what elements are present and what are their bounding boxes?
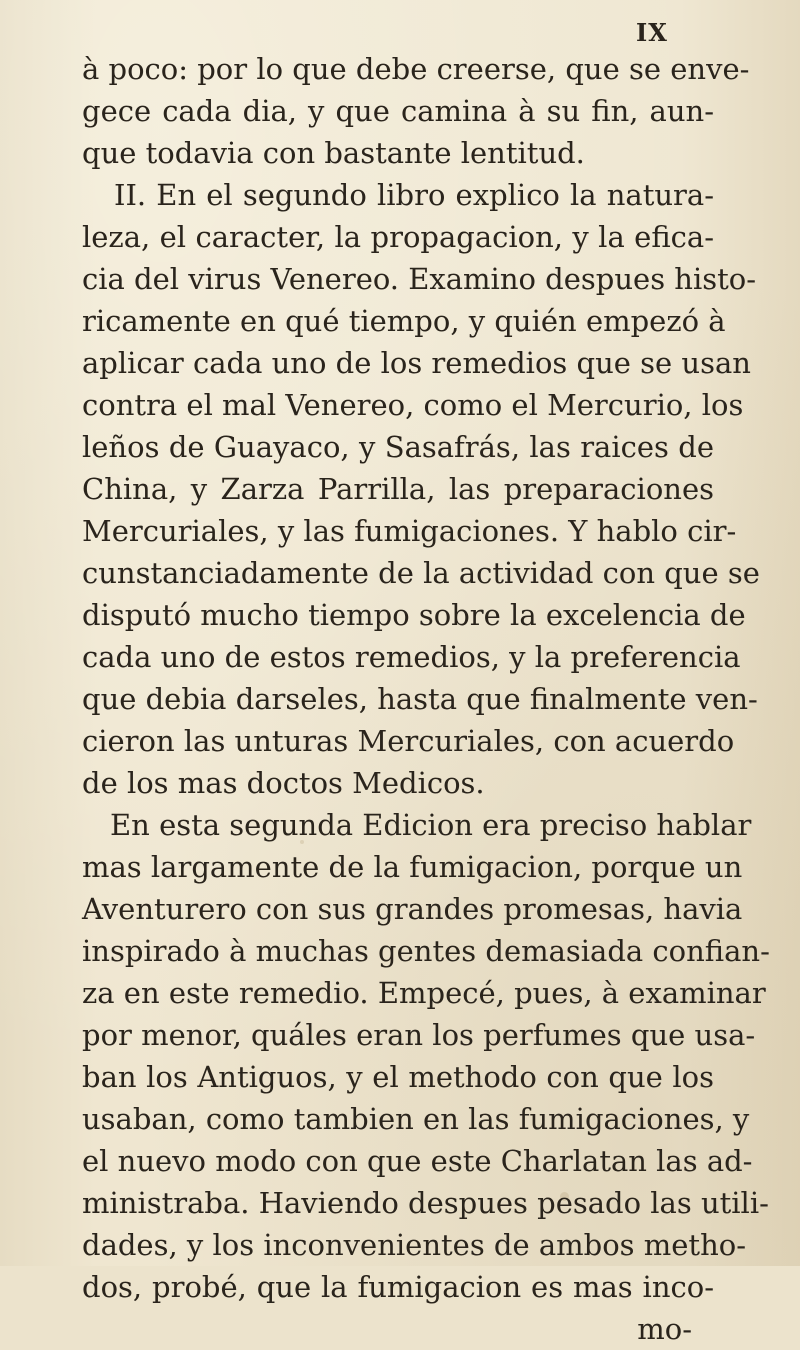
- text-line: dos, probé, que la fumigacion es mas inco-: [82, 1270, 714, 1304]
- text-line: leños de Guayaco, y Sasafrás, las raices de: [82, 430, 714, 464]
- text-line: por menor, quáles eran los perfumes que usa-: [82, 1018, 756, 1052]
- body-text: [82, 48, 770, 1350]
- text-line: que debia darseles, hasta que finalmente ven-: [82, 682, 758, 716]
- text-line: China, y Zarza Parrilla, las preparaciones: [82, 472, 714, 506]
- text-line: aplicar cada uno de los remedios que se usan: [82, 346, 751, 380]
- catchword: mo-: [637, 1312, 692, 1346]
- text-line: Aventurero con sus grandes promesas, havia: [82, 892, 743, 926]
- text-line: inspirado à muchas gentes demasiada confian-: [82, 934, 770, 968]
- text-line: dades, y los inconvenientes de ambos metho-: [82, 1228, 747, 1262]
- text-line: usaban, como tambien en las fumigaciones, y: [82, 1102, 750, 1136]
- text-line: ricamente en qué tiempo, y quién empezó à: [82, 304, 726, 338]
- paragraph-start-line: II. En el segundo libro explico la natura-: [114, 178, 714, 212]
- text-line: à poco: por lo que debe creerse, que se enve-: [82, 52, 750, 86]
- text-line: cia del virus Venereo. Examino despues histo-: [82, 262, 757, 296]
- text-line: gece cada dia, y que camina à su fin, aun-: [82, 94, 714, 128]
- text-line: disputó mucho tiempo sobre la excelencia de: [82, 598, 746, 632]
- text-line: cunstanciadamente de la actividad con que se: [82, 556, 760, 590]
- text-line: za en este remedio. Empecé, pues, à examinar: [82, 976, 766, 1010]
- text-line: cada uno de estos remedios, y la preferencia: [82, 640, 741, 674]
- text-line: leza, el caracter, la propagacion, y la efica-: [82, 220, 714, 254]
- text-line: de los mas doctos Medicos.: [82, 766, 485, 800]
- text-line: contra el mal Venereo, como el Mercurio, los: [82, 388, 744, 422]
- page-number: IX: [636, 18, 668, 47]
- text-line: Mercuriales, y las fumigaciones. Y hablo cir-: [82, 514, 737, 548]
- text-line: ministraba. Haviendo despues pesado las utili-: [82, 1186, 769, 1220]
- text-line: ban los Antiguos, y el methodo con que los: [82, 1060, 714, 1094]
- text-line: que todavia con bastante lentitud.: [82, 136, 585, 170]
- text-line: el nuevo modo con que este Charlatan las ad-: [82, 1144, 753, 1178]
- text-line: mas largamente de la fumigacion, porque un: [82, 850, 743, 884]
- paragraph-start-line: En esta segunda Edicion era preciso hablar: [110, 808, 752, 842]
- text-line: cieron las unturas Mercuriales, con acuerdo: [82, 724, 735, 758]
